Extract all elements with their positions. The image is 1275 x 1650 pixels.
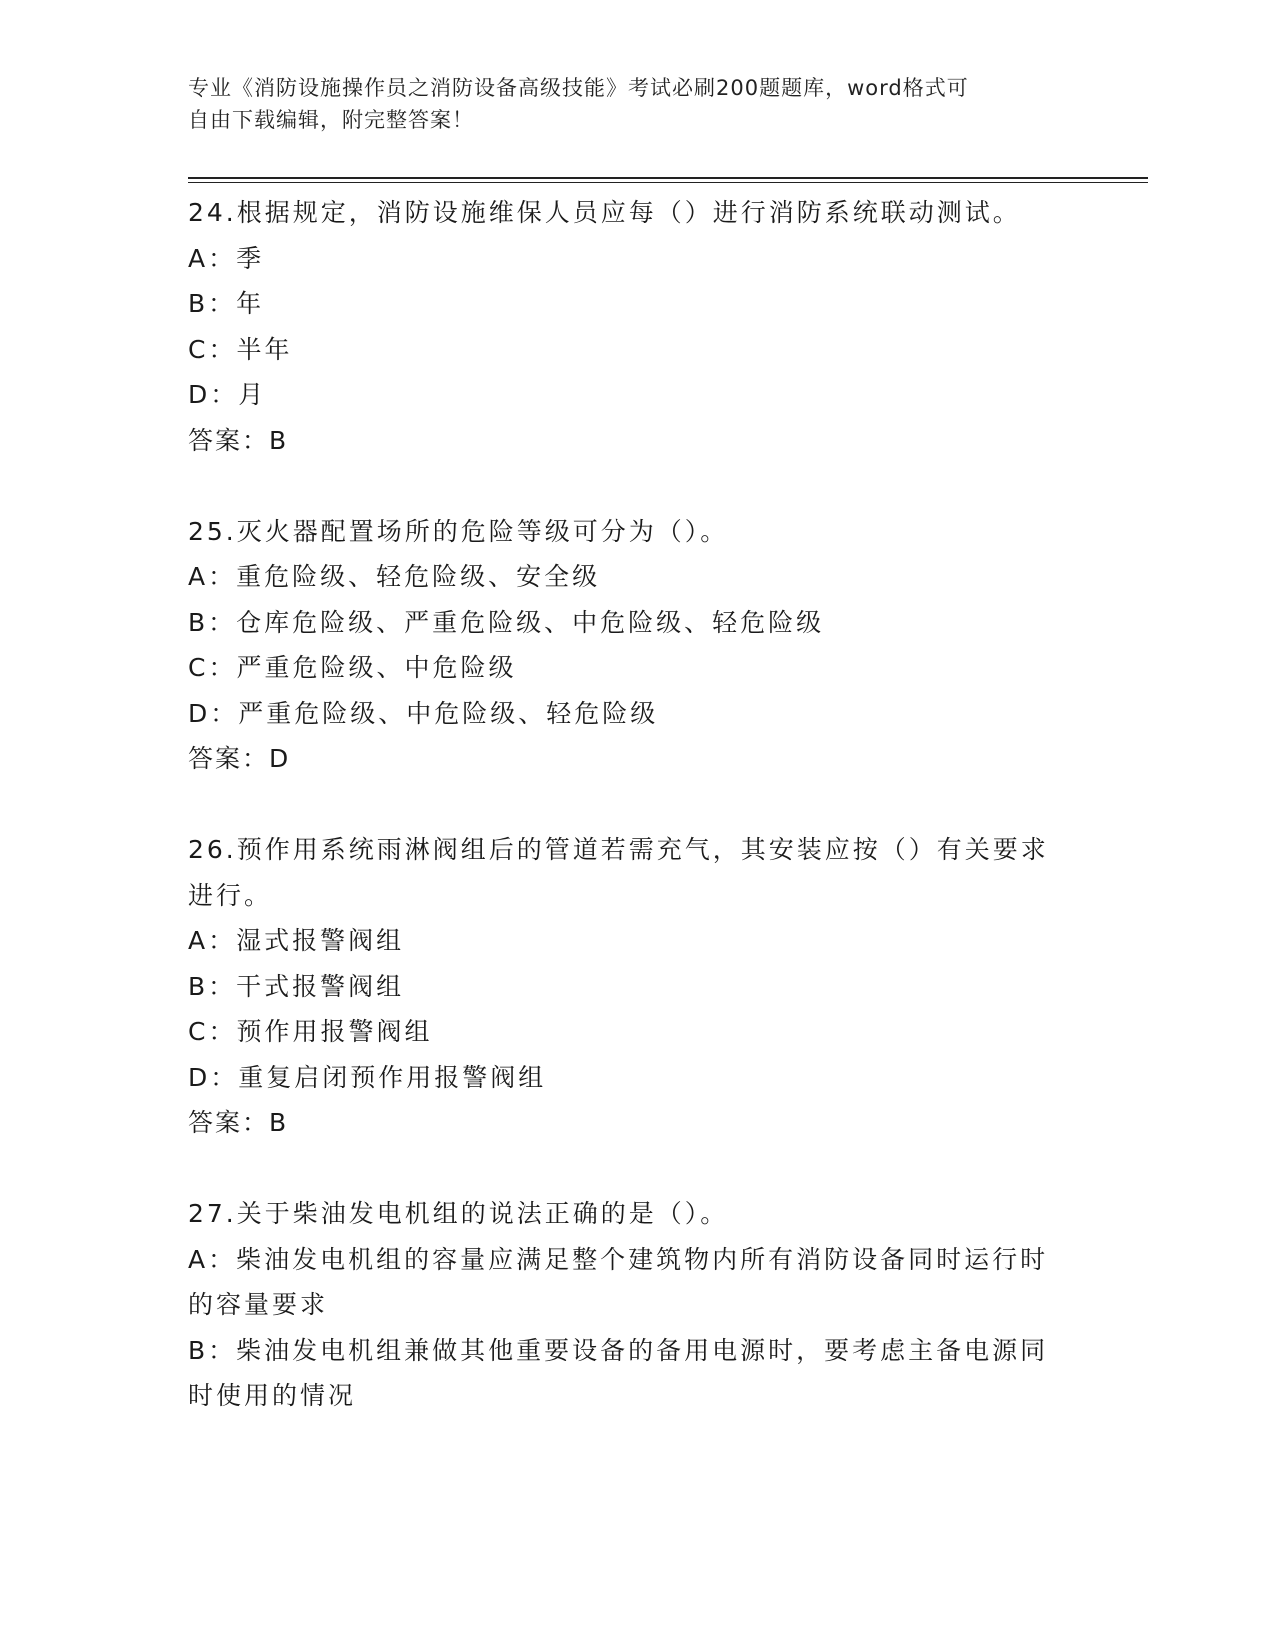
answer-option: A：湿式报警阀组	[188, 926, 405, 955]
answer-option: 时使用的情况	[188, 1381, 357, 1410]
answer-key: 答案：D	[188, 744, 291, 773]
question-block	[188, 509, 1078, 782]
answer-option: C：半年	[188, 334, 293, 364]
answer-option: A：季	[188, 243, 265, 273]
answer-option: 的容量要求	[188, 1290, 329, 1319]
question-block	[188, 827, 1078, 1146]
answer-key: 答案：B	[188, 425, 289, 455]
answer-option: B：仓库危险级、严重危险级、中危险级、轻危险级	[188, 607, 825, 637]
question-stem: 25.灭火器配置场所的危险等级可分为（）。	[188, 516, 729, 546]
answer-option: B：柴油发电机组兼做其他重要设备的备用电源时，要考虑主备电源同	[188, 1335, 1049, 1365]
answer-key: 答案：B	[188, 1108, 289, 1137]
header-divider-thick	[188, 177, 1148, 179]
answer-option: C：严重危险级、中危险级	[188, 653, 517, 682]
answer-option: B：年	[188, 289, 265, 318]
question-spacer	[188, 1146, 1078, 1192]
question-block	[188, 190, 1078, 463]
answer-option: B：干式报警阀组	[188, 971, 405, 1001]
question-spacer	[188, 782, 1078, 828]
answer-option: D：重复启闭预作用报警阀组	[188, 1062, 547, 1092]
question-block	[188, 1191, 1078, 1419]
answer-option: D：严重危险级、中危险级、轻危险级	[188, 698, 659, 728]
question-list	[188, 190, 1078, 1419]
answer-option: C：预作用报警阀组	[188, 1017, 433, 1046]
question-stem: 27.关于柴油发电机组的说法正确的是（）。	[188, 1199, 729, 1228]
header-line: 专业《消防设施操作员之消防设备高级技能》考试必刷200题题库，word格式可	[188, 76, 969, 100]
answer-option: D：月	[188, 380, 267, 409]
document-header	[188, 72, 1068, 136]
answer-option: A：重危险级、轻危险级、安全级	[188, 562, 601, 591]
answer-option: A：柴油发电机组的容量应满足整个建筑物内所有消防设备同时运行时	[188, 1244, 1049, 1274]
header-divider-thin	[188, 182, 1148, 183]
question-stem: 26.预作用系统雨淋阀组后的管道若需充气，其安装应按（）有关要求	[188, 835, 1049, 864]
header-line: 自由下载编辑，附完整答案！	[188, 108, 474, 132]
question-stem: 24.根据规定，消防设施维保人员应每（）进行消防系统联动测试。	[188, 198, 1021, 227]
question-stem: 进行。	[188, 880, 273, 910]
question-spacer	[188, 463, 1078, 509]
